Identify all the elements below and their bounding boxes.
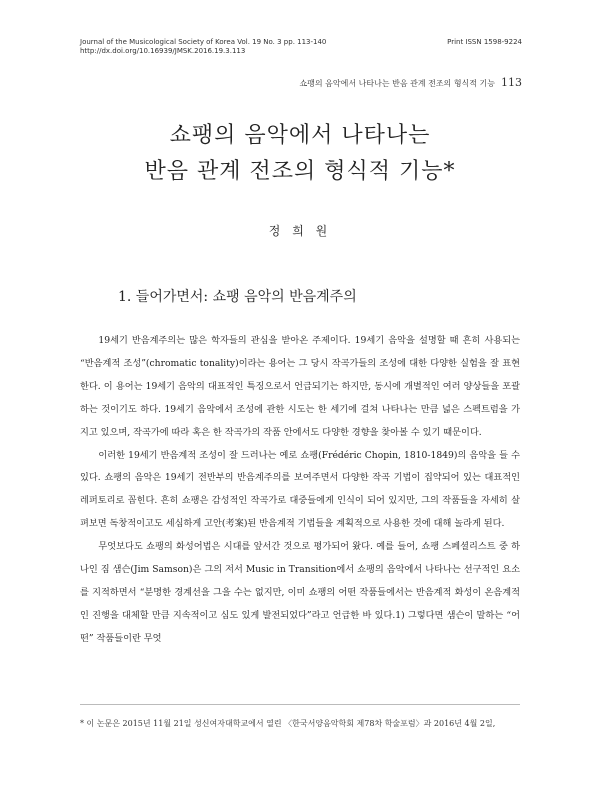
journal-citation: Journal of the Musicological Society of Korea Vol. 19 No. 3 pp. 113-140 <box>80 38 327 46</box>
paper-title <box>0 118 600 190</box>
title-line-1: 쇼팽의 음악에서 나타나는 <box>169 123 431 148</box>
journal-info <box>80 38 326 56</box>
title-line-2: 반음 관계 전조의 형식적 기능* <box>144 159 456 184</box>
body-text <box>80 330 520 651</box>
author-name: 정 희 원 <box>268 224 332 238</box>
paragraph: 이러한 19세기 반음계적 조성이 잘 드러나는 예로 쇼팽(Frédéric Chopin, 1810-1849)의 음악을 들 수 있다. 쇼팽의 음악은 19세기 전반부의 반음계주의를 보여주면서 다양한 작곡 기법이 집약되어 있는 대표적인 레퍼토리로 꼽힌다. 흔히 쇼팽은 감성적인 작곡가로 대중들에게 인식이 되어 있지만, 그의 작품들을 자세히 살펴보면 독창적이고도 세심하게 고안(考案)된 반음계적 기법들을 계획적으로 사용한 것에 대해 놀라게 된다. <box>80 449 520 530</box>
footnote-divider <box>80 704 520 705</box>
section-heading: 1. 들어가면서: 쇼팽 음악의 반음계주의 <box>118 289 357 305</box>
paragraph: 19세기 반음계주의는 많은 학자들의 관심을 받아온 주제이다. 19세기 음악을 설명할 때 흔히 사용되는 “반음계적 조성”(chromatic tonality)이라는 용어는 그 당시 작곡가들의 조성에 대한 다양한 실험을 잘 표현한다. 이 용어는 19세기 음악의 대표적인 특징으로서 언급되기는 하지만, 동시에 개별적인 여러 양상들을 포괄하는 것이기도 하다. 19세기 음악에서 조성에 관한 시도는 한 세기에 걸쳐 나타나는 만큼 넓은 스펙트럼을 가지고 있으며, 작곡가에 따라 혹은 한 작곡가의 작품 안에서도 다양한 경향을 찾아볼 수 있기 때문이다. <box>80 335 520 438</box>
running-head <box>299 76 522 89</box>
page-number: 113 <box>501 76 522 89</box>
footnote: * 이 논문은 2015년 11월 21일 성신여자대학교에서 열린 〈한국서양음악학회 제78차 학술포럼〉과 2016년 4월 2일, <box>80 719 496 728</box>
issn: Print ISSN 1598-9224 <box>447 38 522 46</box>
paragraph: 무엇보다도 쇼팽의 화성어법은 시대를 앞서간 것으로 평가되어 왔다. 예를 들어, 쇼팽 스페셜리스트 중 하나인 짐 샘슨(Jim Samson)은 그의 저서 Music in Transition에서 쇼팽의 음악에서 나타나는 선구적인 요소를 지적하면서 “분명한 경계선을 그을 수는 없지만, 이미 쇼팽의 어떤 작품들에서는 반음계적 화성이 온음계적인 진행을 대체할 만큼 지속적이고 심도 있게 발전되었다”라고 언급한 바 있다.1) 그렇다면 샘슨이 말하는 “어떤” 작품들이란 무엇 <box>80 541 520 644</box>
running-title: 쇼팽의 음악에서 나타나는 반음 관계 전조의 형식적 기능 <box>299 79 495 88</box>
doi-link[interactable]: http://dx.doi.org/10.16939/JMSK.2016.19.3.113 <box>80 47 246 55</box>
